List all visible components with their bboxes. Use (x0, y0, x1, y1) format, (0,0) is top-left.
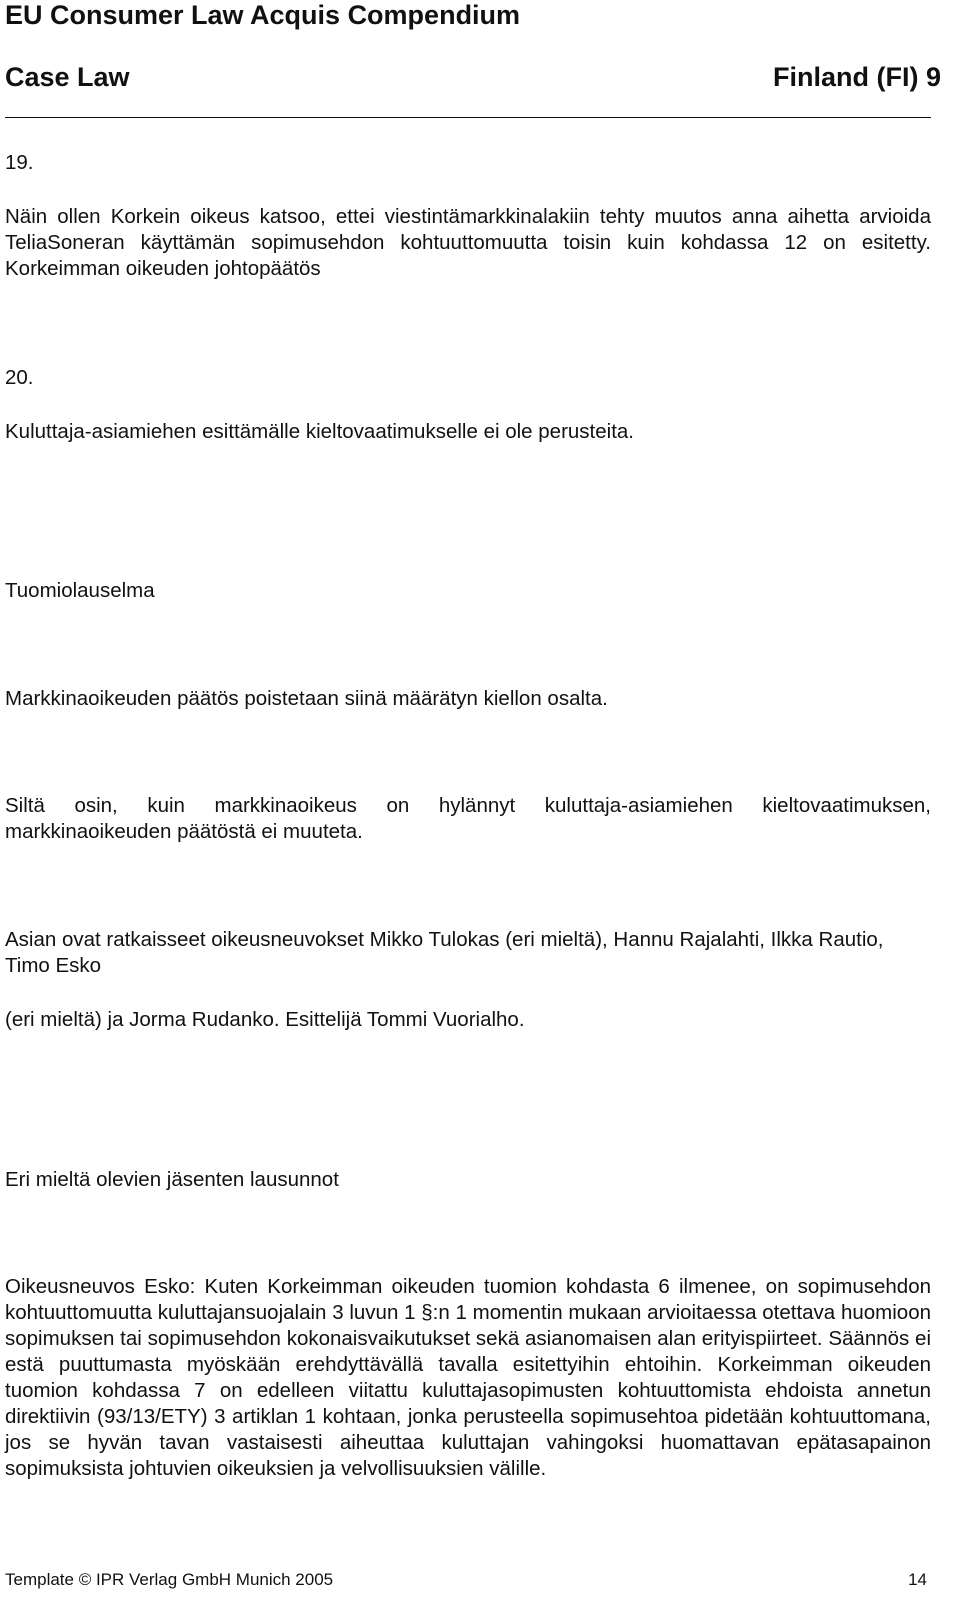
footer-template-text: Template © IPR Verlag GmbH Munich 2005 (5, 1570, 334, 1589)
judgment-paragraph-2: Siltä osin, kuin markkinaoikeus on hylännyt kuluttaja-asiamiehen kieltovaatimuksen, markkinaoikeuden päätöstä ei muuteta. (5, 794, 931, 843)
header-rule (5, 117, 931, 118)
judgment-paragraph-1: Markkinaoikeuden päätös poistetaan siinä määrätyn kiellon osalta. (5, 687, 608, 710)
paragraph-20-text: Kuluttaja-asiamiehen esittämälle kieltovaatimukselle ei ole perusteita. (5, 420, 634, 443)
country-page-label: Finland (FI) 9 (773, 62, 941, 92)
dissent-paragraph: Oikeusneuvos Esko: Kuten Korkeimman oikeuden tuomion kohdasta 6 ilmenee, on sopimusehdon kohtuuttomuutta kuluttajansuojalain 3 luvun 1 §:n 1 momentin mukaan arvioitaessa otettava huomioon sopimuksen tai sopimusehdon kokonaisvaikutukset sekä asianomaisen alan erityispiirteet. Säännös ei estä puuttumasta myöskään erehdyttävällä tavalla esitettyihin ehtoihin. Korkeimman oikeuden tuomion kohdassa 7 on edelleen viitattu kuluttajasopimusten kohtuuttomista ehdoista annetun direktiivin (93/13/ETY) 3 artiklan 1 kohtaan, jonka perusteella sopimusehtoa pidetään kohtuuttomana, jos se hyvän tavan vastaisesti aiheuttaa kuluttajan vahingoksi huomattavan epätasapainon sopimuksista johtuvien oikeuksien ja velvollisuuksien välille. (5, 1275, 931, 1480)
paragraph-20-number: 20. (5, 366, 34, 389)
paragraph-19-number: 19. (5, 151, 34, 174)
page-footer (5, 1570, 927, 1590)
heading-dissent: Eri mieltä olevien jäsenten lausunnot (5, 1168, 339, 1191)
document-title: EU Consumer Law Acquis Compendium (5, 0, 521, 30)
section-label: Case Law (5, 62, 130, 92)
paragraph-19-text: Näin ollen Korkein oikeus katsoo, ettei viestintämarkkinalakiin tehty muutos anna aihetta arvioida TeliaSoneran käyttämän sopimusehdon kohtuuttomuutta toisin kuin kohdassa 12 on esitetty. Korkeimman oikeuden johtopäätös (5, 205, 931, 280)
heading-judgment: Tuomiolauselma (5, 579, 155, 602)
judges-line-1: Asian ovat ratkaisseet oikeusneuvokset Mikko Tulokas (eri mieltä), Hannu Rajalahti, Ilkka Rautio, Timo Esko (5, 928, 884, 977)
footer-page-number: 14 (908, 1570, 927, 1589)
judges-line-2: (eri mieltä) ja Jorma Rudanko. Esittelijä Tommi Vuorialho. (5, 1008, 525, 1031)
